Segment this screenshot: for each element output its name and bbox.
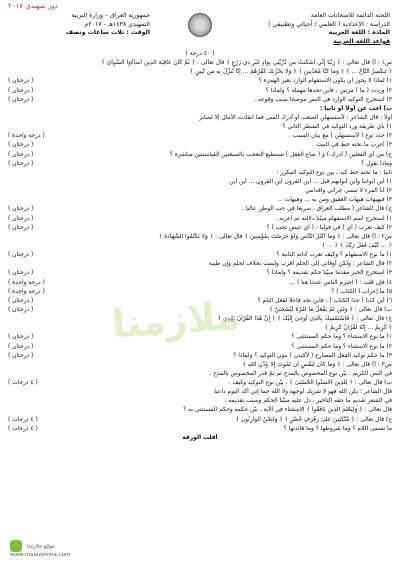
subject-line: المادة : اللغة العربية [328, 29, 390, 37]
line-text: أقلب الورقة [182, 434, 218, 441]
exam-line [8, 123, 392, 132]
line-text: ١) ما نوع الاستفهام ؟ وكيف تعرب أداته الثانية ؟ [276, 252, 392, 259]
line-text: ٥) ما إعراب ( الكتاب ) ؟ [331, 288, 392, 295]
marks-label: ( درجتان ) [8, 297, 34, 304]
exam-line [8, 242, 392, 251]
exam-line [8, 288, 392, 297]
line-text: س١ : أ) قال تعالى : ﴿ رَبَّنَا إِنِّي أَسْكَنتُ مِن ذُرِّيَّتِي بِوَادٍ غَيْرِ ذِي زَرْعٍ ﴾ قال تعالى : ﴿ ثُمَّ كَانَ عَاقِبَةَ الَّذِينَ أَسَاءُوا السُّوأَىٰ ﴾ [101, 60, 392, 67]
line-text: ٢) ما نوع الاستثناء ؟ وما حكم المستثنى ؟ [291, 343, 392, 350]
exam-line [8, 50, 392, 59]
marks-label: ( درجتان ) [8, 270, 34, 277]
line-text: ٢) وردت ( ما ) مرتين ، فأين تحدها مهملة ؟ ولماذا ؟ [265, 87, 392, 94]
line-text: ١) أين أبوابنا وأين أبوابهم قبل ... أين القرون أين القرون ... أين أين [229, 178, 392, 185]
exam-line [8, 132, 392, 141]
exam-line [8, 260, 392, 269]
site-badge [10, 540, 70, 559]
exam-line [8, 87, 392, 96]
line-text: س٢ : أ) قال تعالى : ﴿ وَمَا أَكْثَرُ النَّاسِ وَلَوْ حَرَصْتَ بِمُؤْمِنِينَ ﴾ قال تعالى : ﴿ وَلَا تَكْتُمُوا الشَّهَادَةَ ﴾ [158, 233, 392, 240]
exam-line [8, 151, 392, 160]
site-name: موقع ملازمنا [26, 543, 56, 549]
marks-label: ( درجتان ) [8, 206, 34, 213]
exam-line [8, 196, 392, 205]
line-text: ٣) استخرج الخبر مقدماً مبيّناً حكم تقديمه ؟ ولماذا ؟ [266, 270, 392, 277]
marks-label: ( درجتان ) [8, 352, 34, 359]
line-text: أولاً : قال الشاعر : لأستسهلن الصعب أو أدرك المنى فما انقادت الآمال إلا لصابر [199, 114, 392, 121]
line-text: س٣ : أ) قال تعالى : ﴿ وَمَا كَانَ لِنَفْسٍ أَن تَمُوتَ إِلَّا بِإِذْنِ اللَّهِ ﴾ [242, 361, 392, 368]
line-text: ج) قال الشاعر ( مطلب العراق ، سريعاً في حب الوطن عالياً . [241, 206, 392, 213]
line-text: ( ٤٠ درجة ) [185, 51, 215, 57]
marks-label: ( ٤ درجات ) [8, 416, 38, 423]
line-text: ٤) فإن قلت : ( احترم الناس عندنا هنا ) ... [289, 279, 392, 286]
exam-line [8, 96, 392, 105]
line-text: ب) قال تعالى : ﴿ وَلَئِن لَّمْ يَفْعَلْ مَا آمُرُهُ لَيُسْجَنَنَّ ﴾ [269, 306, 392, 313]
line-text: ١) ما نوع الاستثناء ؟ وما حكم المستثنى ؟ [291, 334, 392, 341]
line-text: ٢) قال الشاعر : ولكن أوقاتي إلى الحلم أقرب ولست بحلاف لحلم وإن طيبة [208, 261, 392, 268]
ministry-seal-icon [188, 13, 212, 37]
marks-label: ( درجتان ) [8, 96, 34, 103]
marks-label: ( درجتان ) [8, 160, 34, 167]
exam-line [8, 205, 392, 214]
exam-line [8, 233, 392, 242]
exam-line [8, 68, 392, 77]
exam-line [8, 425, 392, 434]
line-text: في النص الكريم ، بيّن نوع المخصوص بالمدح ثم تمّ قدر المخصوص بالمدح . [209, 370, 392, 377]
line-text: وماذا تقول ؟ [361, 160, 392, 167]
exam-line [8, 224, 392, 233]
line-text: ٢) أنا المرء لا تنسى جرأتي وأقدامي [305, 188, 392, 195]
marks-label: ( درجتان ) [8, 87, 34, 94]
marks-label: ( درجتان ) [8, 306, 34, 313]
marks-label: ( ٤ درجات ) [8, 380, 38, 387]
exam-line [8, 434, 392, 443]
site-logo-icon [10, 540, 22, 552]
exam-line [8, 160, 392, 169]
watermark: ملازمنا [110, 293, 241, 347]
marks-label: ( ٤ درجات ) [8, 425, 38, 432]
marks-label: ( درجتان ) [8, 151, 34, 158]
marks-label: ( درجتان ) [8, 334, 34, 341]
exam-line [8, 105, 392, 114]
marks-label: ( درجة واحدة ) [8, 288, 45, 295]
line-text: ج) قال تعالى : ﴿ مُّتَّكِئِينَ عَلَىٰ رَفْرَفٍ خُضْرٍ ﴾ ﴿ وَلَنَحْنُ الْوَارِثُونَ ﴾ [235, 416, 392, 423]
exam-line [8, 388, 392, 397]
exam-line [8, 169, 392, 178]
line-text: ٢) كيف تعرب ( أي ) في قولنا : ( أي عيش تحب ) ؟ [266, 224, 392, 231]
line-text: ١) استخرج اسم الاستفهام مبيّناً دلالته ثم أعربه . [275, 215, 392, 222]
line-text: ب) قال تعالى : ﴿ لِلَّذِينَ أَحْسَنُوا الْحُسْنَىٰ ﴾ ، بيّن نوع التوكيد وكيف . [228, 380, 392, 387]
line-text: ١) بأي طريقة ورد التوكيد في الشطر الثاني ؟ [282, 124, 392, 131]
exam-line [8, 379, 392, 388]
marks-label: ( درجتان ) [8, 224, 34, 231]
line-text: ج) من أي الفعلين ( أدرك ) و ( ضاع العقل ) تستطيع التعجب بالصيغتين القياسيتين مباشرة ؟ [169, 151, 392, 158]
line-text: ﴿ ... كَيْفَ فَعَلَ رَبُّكَ ﴾ ﴿ ... ﴾ [321, 242, 392, 249]
marks-label: ( درجة واحدة ) [8, 279, 45, 286]
exam-line [8, 114, 392, 123]
marks-label: ( درجتان ) [8, 142, 34, 149]
marks-label: ( درجتان ) [8, 343, 34, 350]
exam-line [8, 406, 392, 415]
exam-line [8, 416, 392, 425]
exam-line [8, 187, 392, 196]
exam-line [8, 397, 392, 406]
line-text: ٣) أعرب ما تحته خط في البيت . [312, 142, 392, 149]
site-url: www.malazemna.com [10, 551, 71, 558]
time-line: الوقت : ثلاث ساعات ونصف [65, 29, 150, 37]
committee-line: اللجنة الدائمة للامتحانات العامة [310, 12, 390, 19]
exam-line [8, 59, 392, 68]
study-line: الدراسة : الإعدادية ( العلمي / أحيائي وتطبيقي ) [268, 20, 390, 28]
exam-line [8, 333, 392, 342]
exam-line [8, 352, 392, 361]
exam-line [8, 269, 392, 278]
exam-line [8, 315, 392, 324]
line-text: ب) أجب عن أولاً أو ثانياً : [319, 105, 392, 112]
line-text: ١) لماذا لا يجوز أن يكون الاستفهام الوارد بغير الهمزة ؟ [258, 78, 392, 85]
line-text: في الشعر تقديم ما حقه التأخير ، دل عليه مبيّناً الحكم وسبب تقديمه . [224, 398, 392, 405]
exam-line [8, 297, 392, 306]
exam-line [8, 343, 392, 352]
exam-line [8, 251, 392, 260]
line-text: ما تسمى اللام ؟ وما شروطها ؟ وما فائدتها ؟ [283, 425, 392, 432]
exam-body [8, 50, 392, 443]
exam-line [8, 361, 392, 370]
exam-line [8, 215, 392, 224]
header-left [10, 12, 150, 38]
line-text: ﴿ تَنكَسِرُ التَّاجُ ... ﴾ ﴿ وَمَا كُنَّا مُعَذِّبِينَ ﴾ ﴿ وَلَا يَحْزُنكَ كُفْرُهُمْ ... إِنَّا نُنزِّلُ بِهِ مِن نُّبِينٍ ﴾ [189, 69, 392, 76]
line-text: ٣) فيهيهات هيهات العقيق ومن به ... وهيهات ... [277, 197, 392, 204]
line-text: ٣) استخرج التوكيد الوارد في النص موضحاً سبب وقوعه . [254, 96, 392, 103]
section-title: قواعد اللغة العربية [333, 37, 390, 45]
line-text: ثانياً : ما تحته خط كيد ، بين نوع التوكيد المكرر : [276, 169, 392, 176]
line-text: ٣) ما حكم توكيد الفعل المضارع ( لأكيدن ) بنون التوكيد ؟ ولماذا ؟ [233, 352, 392, 359]
line-text: ﴿ كَرِيمٌ ... إِنَّهُ لَقُرْآنٌ كَرِيمٌ ﴾ [324, 325, 392, 332]
marks-label: ( درجتان ) [8, 252, 34, 259]
line-text: ج) قال تعالى : ﴿ فَاسْتَمْسِكْ بِالَّذِي أُوحِيَ إِلَيْكَ ﴾ ﴿ إِنَّ هَٰذَا الْقُرْآنَ يَهْدِي ﴾ [217, 316, 392, 323]
exam-line [8, 178, 392, 187]
marks-label: ( درجتان ) [8, 215, 34, 222]
date-line: التمهيدي ١٤٣٨هـ - ٢٠١٧م [84, 20, 150, 28]
header-right [240, 12, 390, 46]
republic-line: جمهورية العراق – وزارة التربية [71, 12, 150, 19]
exam-line [8, 306, 392, 315]
session-note: دور تمهيدي ٢٠١٧ [8, 2, 58, 10]
line-text: قال الشاعر : يكن الله فهو لا شريك لوجهه ولا الله جماً إني أكد اليوم داعياً [214, 389, 392, 396]
exam-line [8, 324, 392, 333]
line-text: ٢) حدد نوع ( لأستسهلن ) مع بيان السبب . [289, 133, 392, 140]
exam-line [8, 279, 392, 288]
exam-line [8, 77, 392, 86]
marks-label: ( درجتان ) [8, 78, 34, 85]
line-text: قال تعالى : ﴿ وَلِيَعْلَمَ الَّذِينَ نَافَقُوا ﴾ الاستثناء في الآية ، بيّن حكمه وحكم المستثنى به ؟ [183, 407, 392, 414]
exam-line [8, 141, 392, 150]
line-text: ٦) أين كذباً ( جداً الكتاب ) ، فأين تجد فاعلاً لفعل التام ؟ [257, 297, 392, 304]
exam-line [8, 370, 392, 379]
marks-label: ( درجة واحدة ) [8, 133, 45, 140]
